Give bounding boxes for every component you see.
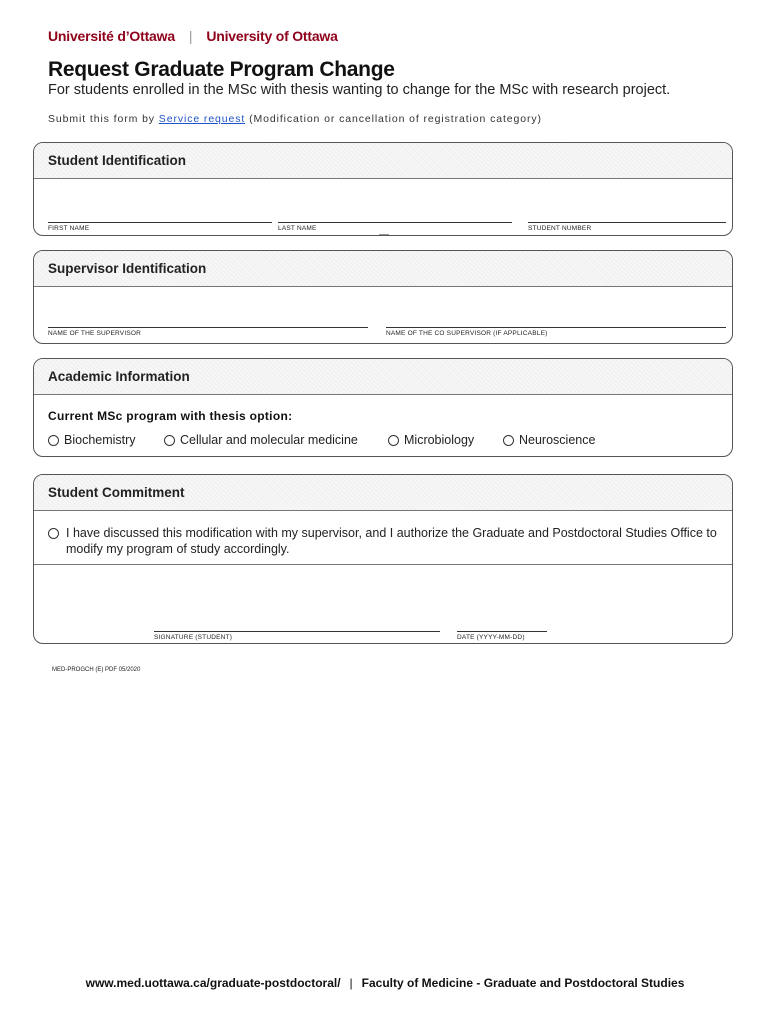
supervisor-identification-heading: Supervisor Identification [34,251,732,287]
option-biochemistry[interactable] [48,433,136,447]
option-biochemistry-label: Biochemistry [64,433,136,447]
date-field [457,609,547,641]
radio-microbiology[interactable] [388,435,399,446]
logo-english: University of Ottawa [206,28,338,44]
form-title: Request Graduate Program Change [48,58,395,81]
cosupervisor-name-label: NAME OF THE CO SUPERVISOR (IF APPLICABLE) [386,330,548,337]
service-request-link[interactable]: Service request [158,113,246,125]
student-identification-heading: Student Identification [34,143,732,179]
submit-prefix: Submit this form by [48,113,155,125]
option-microbiology[interactable] [388,433,474,447]
first-name-label: FIRST NAME [48,225,90,232]
submit-instructions [48,113,542,125]
last-name-field [278,200,512,232]
supervisor-name-input[interactable] [48,305,368,327]
form-code: MED-PROGCH (E) PDF 05/2020 [52,667,141,673]
supervisor-name-field [48,305,368,337]
commitment-statement[interactable] [48,525,718,557]
student-commitment-panel [33,474,733,644]
footer [0,976,770,990]
logo-french: Université d’Ottawa [48,28,175,44]
student-number-label: STUDENT NUMBER [528,225,592,232]
student-number-field [528,200,726,232]
panel-notch [379,234,389,235]
radio-neuroscience[interactable] [503,435,514,446]
supervisor-identification-panel [33,250,733,344]
commitment-statement-text: I have discussed this modification with my supervisor, and I authorize the Graduate and Postdoctoral Studies Office to modify my program of study accordingly. [66,526,717,556]
supervisor-name-label: NAME OF THE SUPERVISOR [48,330,142,337]
academic-information-panel [33,358,733,457]
footer-separator: | [349,976,353,990]
first-name-field [48,200,272,232]
option-neuroscience-label: Neuroscience [519,433,596,447]
footer-faculty: Faculty of Medicine - Graduate and Postdoctoral Studies [361,976,685,990]
signature-input[interactable] [154,609,440,631]
radio-biochemistry[interactable] [48,435,59,446]
cosupervisor-name-input[interactable] [386,305,726,327]
option-neuroscience[interactable] [503,433,595,447]
signature-label: SIGNATURE (STUDENT) [154,634,233,641]
date-input[interactable] [457,609,547,631]
program-question: Current MSc program with thesis option: [48,409,293,423]
date-label: DATE (YYYY-MM-DD) [457,634,525,641]
commitment-divider [34,564,732,565]
last-name-label: LAST NAME [278,225,317,232]
option-microbiology-label: Microbiology [404,433,475,447]
footer-url[interactable]: www.med.uottawa.ca/graduate-postdoctoral/ [85,976,341,990]
option-cellular-molecular-medicine-label: Cellular and molecular medicine [180,433,358,447]
student-commitment-heading: Student Commitment [34,475,732,511]
student-number-input[interactable] [528,200,726,222]
form-subtitle: For students enrolled in the MSc with thesis wanting to change for the MSc with research project. [48,82,671,98]
commitment-checkbox[interactable] [48,528,59,539]
option-cellular-molecular-medicine[interactable] [164,433,358,447]
student-identification-panel [33,142,733,236]
university-logo [48,28,338,44]
last-name-input[interactable] [278,200,512,222]
signature-field [154,609,440,641]
logo-separator: | [188,28,193,44]
first-name-input[interactable] [48,200,272,222]
submit-suffix: (Modification or cancellation of registration category) [249,113,542,125]
cosupervisor-name-field [386,305,726,337]
radio-cellular-molecular-medicine[interactable] [164,435,175,446]
academic-information-heading: Academic Information [34,359,732,395]
